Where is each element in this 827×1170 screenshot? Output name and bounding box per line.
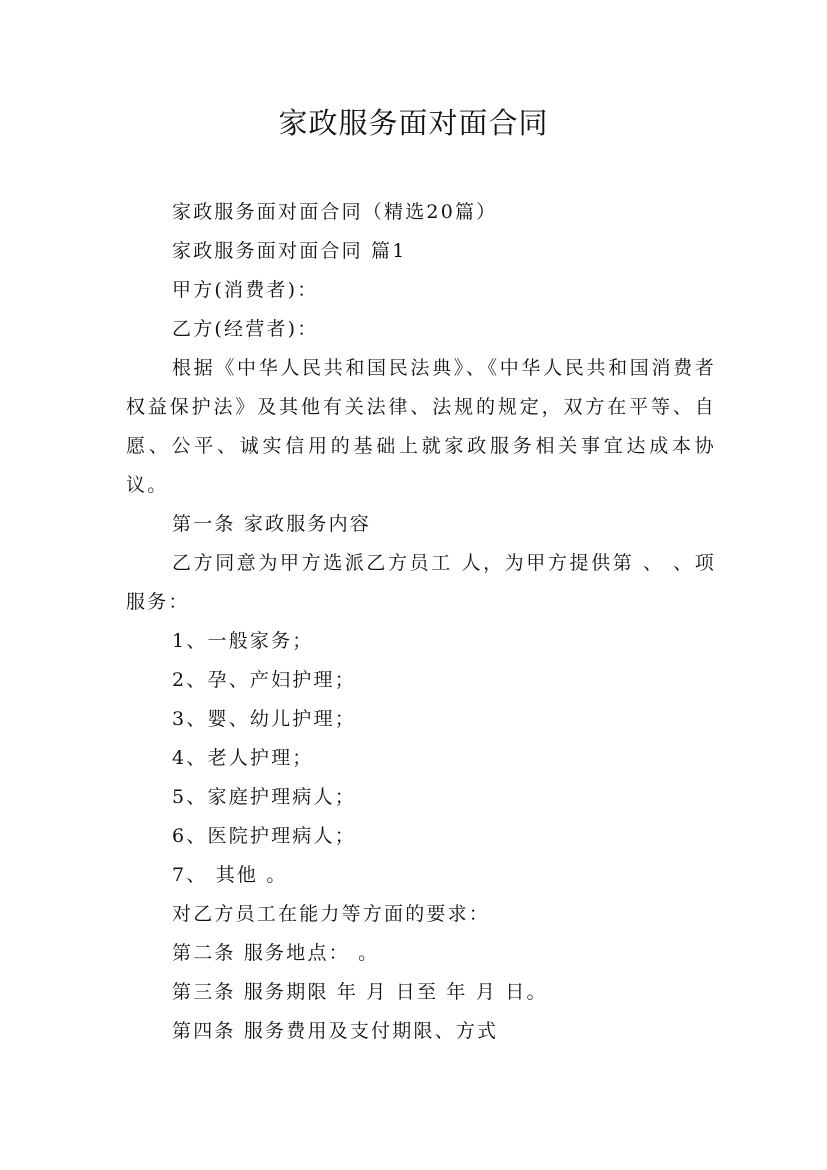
paragraph-article-1: 第一条 家政服务内容: [172, 513, 372, 535]
paragraph-staff-requirements: 对乙方员工在能力等方面的要求：: [172, 903, 491, 925]
document-body: [126, 193, 716, 1051]
paragraph-article-3: 第三条 服务期限 年 月 日至 年 月 日。: [172, 981, 548, 1003]
list-item-service-7: 7、 其他 。: [172, 864, 288, 886]
paragraph-section-heading: 家政服务面对面合同 篇1: [172, 240, 407, 262]
paragraph-party-a: 甲方(消费者)：: [172, 279, 319, 301]
list-item-service-4: 4、老人护理；: [172, 747, 314, 769]
paragraph-legal-basis: 根据《中华人民共和国民法典》、《中华人民共和国消费者权益保护法》及其他有关法律、法规的规定，双方在平等、自愿、公平、诚实信用的基础上就家政服务相关事宜达成本协议。: [126, 357, 716, 496]
list-item-service-3: 3、婴、幼儿护理；: [172, 708, 356, 730]
paragraph-service-agreement: 乙方同意为甲方选派乙方员工 人，为甲方提供第 、 、项服务：: [126, 552, 716, 613]
document-title: 家政服务面对面合同: [278, 106, 549, 140]
list-item-service-1: 1、一般家务；: [172, 630, 314, 652]
paragraph-subtitle: 家政服务面对面合同（精选20篇）: [172, 201, 498, 223]
paragraph-party-b: 乙方(经营者)：: [172, 318, 319, 340]
list-item-service-6: 6、医院护理病人；: [172, 825, 356, 847]
paragraph-article-2: 第二条 服务地点： 。: [172, 942, 380, 964]
list-item-service-5: 5、家庭护理病人；: [172, 786, 356, 808]
list-item-service-2: 2、孕、产妇护理；: [172, 669, 356, 691]
paragraph-article-4: 第四条 服务费用及支付期限、方式: [172, 1020, 499, 1042]
